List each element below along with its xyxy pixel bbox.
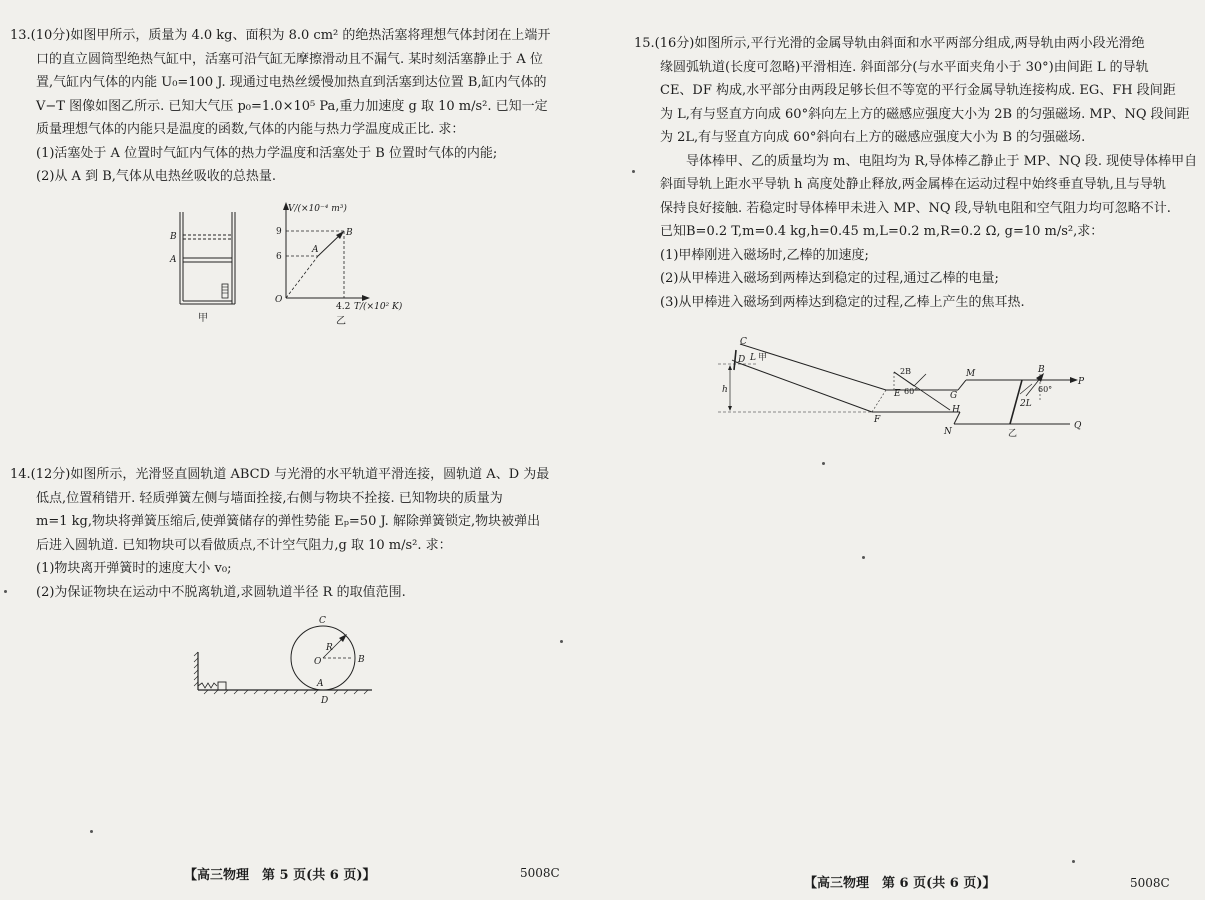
q15-label-C: C: [740, 337, 747, 347]
yi-tick-4-2: 4.2: [336, 302, 351, 312]
q15-para2-line-1: 导体棒甲、乙的质量均为 m、电阻均为 R,导体棒乙静止于 MP、NQ 段. 现使导体棒甲自: [686, 153, 1198, 169]
q15-label-P: P: [1078, 377, 1085, 387]
q14-line-2: 低点,位置稍错开. 轻质弹簧左侧与墙面拴接,右侧与物块不拴接. 已知物块的质量为: [36, 490, 503, 506]
speck: [632, 170, 635, 173]
q15-label-2L: 2L: [1020, 399, 1032, 409]
q13-line-1: 13.(10分)如图甲所示，质量为 4.0 kg、面积为 8.0 cm² 的绝热活塞将理想气体封闭在上端开: [10, 28, 551, 43]
q15-label-Q: Q: [1074, 421, 1082, 431]
jia-label-B: B: [170, 232, 177, 242]
q13-figure-jia: [162, 206, 262, 326]
yi-point-B: B: [346, 228, 353, 238]
q15-label-E: E: [894, 389, 901, 399]
q14-label-C: C: [319, 616, 326, 626]
q13-line-4: V−T 图像如图乙所示. 已知大气压 p₀=1.0×10⁵ Pa,重力加速度 g 取 10 m/s². 已知一定: [36, 98, 548, 114]
q15-label-N: N: [944, 427, 952, 437]
speck: [822, 462, 825, 465]
q15-label-2B: 2B: [900, 367, 911, 376]
yi-caption: 乙: [336, 316, 346, 327]
q15-para2-line-2: 斜面导轨上距水平导轨 h 高度处静止释放,两金属棒在运动过程中始终垂直导轨,且与导轨: [660, 177, 1166, 192]
q15-label-angle-60-right: 60°: [1038, 385, 1053, 394]
q14-sub-2: (2)为保证物块在运动中不脱离轨道,求圆轨道半径 R 的取值范围.: [36, 584, 406, 600]
q14-figure: [190, 612, 380, 707]
footer-right-code: 5008C: [1130, 876, 1170, 890]
q13-line-2: 口的直立圆筒型绝热气缸中，活塞可沿气缸无摩擦滑动且不漏气. 某时刻活塞静止于 A 位: [36, 51, 543, 67]
q13-sub-2: (2)从 A 到 B,气体从电热丝吸收的总热量.: [36, 169, 277, 184]
q15-label-jia: 甲: [758, 353, 768, 363]
q14-line-4: 后进入圆轨道. 已知物块可以看做质点,不计空气阻力,g 取 10 m/s². 求：: [36, 537, 452, 553]
yi-x-axis-label: T/(×10² K): [354, 302, 403, 312]
q15-line-2: 缘圆弧轨道(长度可忽略)平滑相连. 斜面部分(与水平面夹角小于 30°)由间距 L 的导轨: [660, 59, 1149, 75]
q15-line-1: 15.(16分)如图所示,平行光滑的金属导轨由斜面和水平两部分组成,两导轨由两小段光滑绝: [634, 36, 1145, 51]
yi-tick-9: 9: [276, 227, 282, 237]
q15-sub-3: (3)从甲棒进入磁场到两棒达到稳定的过程,乙棒上产生的焦耳热.: [660, 294, 1025, 310]
yi-point-A: A: [312, 245, 319, 255]
right-page: [602, 0, 1205, 900]
q15-label-L: L: [750, 353, 756, 363]
q15-label-B: B: [1038, 365, 1045, 375]
q15-label-h: h: [722, 385, 728, 395]
jia-label-A: A: [170, 255, 177, 265]
q14-label-R: R: [326, 643, 333, 653]
q15-line-3: CE、DF 构成,水平部分由两段足够长但不等宽的平行金属导轨连接构成. EG、FH 段间距: [660, 83, 1176, 98]
question-14: [10, 463, 595, 604]
q14-line-1: 14.(12分)如图所示，光滑竖直圆轨道 ABCD 与光滑的水平轨道平滑连接，圆轨道 A、D 为最: [10, 467, 550, 482]
speck: [4, 590, 7, 593]
q13-line-5: 质量理想气体的内能只是温度的函数,气体的内能与热力学温度成正比. 求：: [36, 122, 465, 137]
yi-tick-6: 6: [276, 252, 282, 262]
q14-sub-1: (1)物块离开弹簧时的速度大小 v₀;: [36, 561, 232, 576]
q13-sub-1: (1)活塞处于 A 位置时气缸内气体的热力学温度和活塞处于 B 位置时气体的内能;: [36, 145, 498, 161]
q15-label-yi: 乙: [1008, 429, 1018, 439]
q15-label-F: F: [874, 415, 881, 425]
q14-label-B: B: [358, 655, 365, 665]
question-15: [634, 32, 1199, 314]
q15-sub-1: (1)甲棒刚进入磁场时,乙棒的加速度;: [660, 247, 869, 263]
footer-right-title: 【高三物理 第 6 页(共 6 页)】: [804, 876, 996, 891]
q15-para2-line-4: 已知B=0.2 T,m=0.4 kg,h=0.45 m,L=0.2 m,R=0.2 Ω, g=10 m/s²,求：: [660, 224, 1104, 239]
q15-sub-2: (2)从甲棒进入磁场到两棒达到稳定的过程,通过乙棒的电量;: [660, 271, 999, 286]
q14-label-O: O: [314, 657, 322, 667]
q15-line-5: 为 2L,有与竖直方向成 60°斜向右上方的磁感应强度大小为 B 的匀强磁场.: [660, 130, 1086, 145]
q15-label-H: H: [952, 405, 960, 415]
footer-left-title: 【高三物理 第 5 页(共 6 页)】: [184, 868, 376, 883]
speck: [560, 640, 563, 643]
q14-label-A: A: [317, 679, 324, 689]
yi-y-axis-label: V/(×10⁻⁴ m³): [288, 204, 347, 214]
q15-line-4: 为 L,有与竖直方向成 60°斜向左上方的磁感应强度大小为 2B 的匀强磁场. MP、NQ 段间距: [660, 106, 1190, 122]
yi-origin: O: [275, 295, 283, 305]
q15-label-M: M: [966, 369, 976, 379]
footer-left-code: 5008C: [520, 866, 560, 880]
jia-caption: 甲: [198, 313, 208, 324]
q15-label-angle-60-left: 60°: [904, 387, 919, 396]
speck: [90, 830, 93, 833]
q13-figure-yi: [266, 198, 426, 328]
speck: [1072, 860, 1075, 863]
q15-figure: [714, 336, 1094, 442]
left-page: [0, 0, 602, 900]
q15-para2-line-3: 保持良好接触. 若稳定时导体棒甲未进入 MP、NQ 段,导轨电阻和空气阻力均可忽略不计.: [660, 200, 1171, 216]
q15-label-G: G: [950, 391, 958, 401]
speck: [862, 556, 865, 559]
question-13: [10, 24, 595, 189]
q14-label-D: D: [321, 696, 329, 706]
q13-line-3: 置,气缸内气体的内能 U₀=100 J. 现通过电热丝缓慢加热直到活塞到达位置 B,缸内气体的: [36, 75, 547, 90]
q15-label-D: D: [738, 355, 746, 365]
q14-line-3: m=1 kg,物块将弹簧压缩后,使弹簧储存的弹性势能 Eₚ=50 J. 解除弹簧锁定,物块被弹出: [36, 514, 541, 529]
